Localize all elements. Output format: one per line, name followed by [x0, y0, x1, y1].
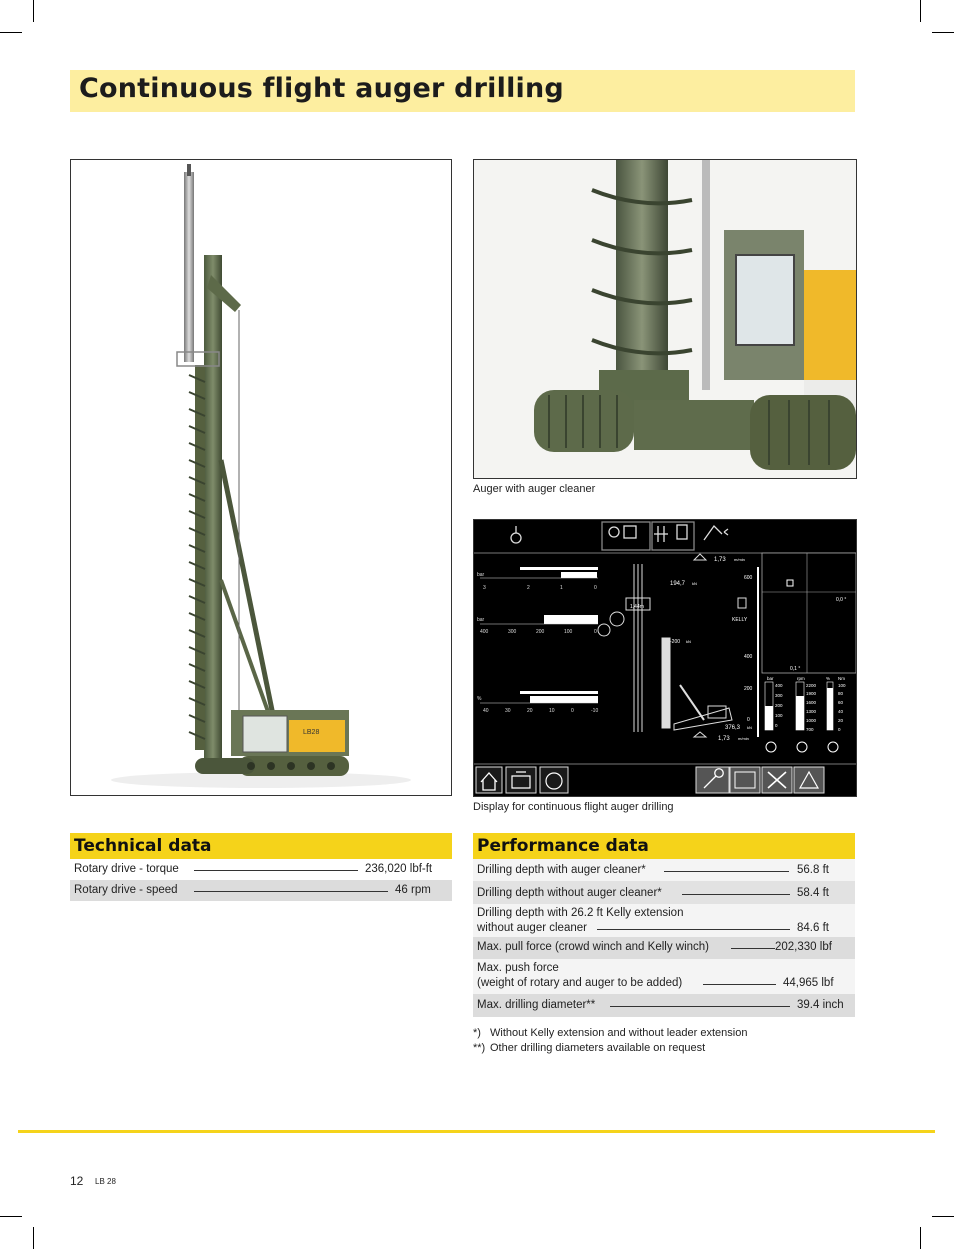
footnote-mark: *) — [473, 1027, 481, 1039]
kelly-scale-tick: 400 — [744, 654, 753, 660]
row-value: 202,330 lbf — [775, 941, 832, 953]
row-label: Drilling depth with 26.2 ft Kelly extension — [477, 907, 684, 919]
scale2-tick: 200 — [536, 629, 545, 635]
row-label: Rotary drive - speed — [74, 884, 178, 896]
kelly-label: KELLY — [732, 617, 748, 623]
table-row — [473, 959, 855, 994]
scale2-tick: 0 — [594, 629, 597, 635]
row-value: 56.8 ft — [797, 864, 829, 876]
auger-caption: Auger with auger cleaner — [473, 483, 596, 495]
scale2-tick: 400 — [480, 629, 489, 635]
bottom-force-unit: kN — [747, 725, 752, 730]
mini-bar-tick: 400 — [775, 683, 783, 688]
scale3-tick: -10 — [591, 708, 599, 714]
row-value: 58.4 ft — [797, 887, 829, 899]
page-title: Continuous flight auger drilling — [79, 73, 564, 104]
kelly-scale-tick: 0 — [747, 717, 750, 723]
scale3-tick: 40 — [483, 708, 489, 714]
gear-icon — [610, 612, 624, 626]
key-button[interactable] — [696, 767, 729, 793]
row-value: 236,020 lbf-ft — [365, 863, 433, 875]
scale3-tick: 30 — [505, 708, 511, 714]
piling-rig-illustration — [71, 160, 451, 795]
page-number: 12 — [70, 1174, 84, 1188]
keypad-button[interactable] — [730, 767, 760, 793]
performance-data-title: Performance data — [477, 836, 649, 856]
row-value: 46 rpm — [395, 884, 431, 896]
gear-icon — [598, 624, 610, 636]
mini-unit: Nm — [838, 676, 845, 681]
scale3-tick: 0 — [571, 708, 574, 714]
rate-unit: m/min — [738, 736, 749, 741]
timer-button[interactable] — [540, 767, 568, 793]
kelly-scale-tick: 200 — [744, 686, 753, 692]
bar-unit-label: bar — [477, 617, 485, 623]
scale1-tick: 3 — [483, 585, 486, 591]
scale2-tick: 100 — [564, 629, 573, 635]
inclination-y: 0,1 ° — [790, 666, 801, 672]
scale1-tick: 0 — [594, 585, 597, 591]
scale2-tick: 300 — [508, 629, 517, 635]
mini-nm-tick: 0 — [838, 727, 841, 732]
mini-nm-tick: 60 — [838, 700, 844, 705]
row-value: 39.4 inch — [797, 999, 844, 1011]
bar-unit-label: bar — [477, 572, 485, 578]
pct-unit-label: % — [477, 696, 482, 702]
mini-rpm-tick: 1300 — [806, 709, 817, 714]
tools-button[interactable] — [762, 767, 792, 793]
row-label: Rotary drive - torque — [74, 863, 179, 875]
mini-nm-tick: 80 — [838, 691, 844, 696]
machine-label: LB28 — [303, 729, 320, 736]
scale1-tick: 1 — [560, 585, 563, 591]
rate-bottom-value: 1,73 — [718, 736, 730, 742]
home-button[interactable] — [476, 767, 502, 793]
auger-photo — [473, 159, 857, 479]
footnote-text: Without Kelly extension and without leader extension — [490, 1027, 748, 1039]
table-row — [473, 859, 855, 881]
display-caption: Display for continuous flight auger drilling — [473, 801, 674, 813]
depth-value: 1,44m — [630, 604, 644, 610]
force-value: 194,7 — [670, 581, 686, 587]
bottom-force-value: 376,3 — [725, 725, 741, 731]
mini-rpm-tick: 2200 — [806, 683, 817, 688]
mini-rpm-tick: 1600 — [806, 700, 817, 705]
scale1-tick: 2 — [527, 585, 530, 591]
row-label: Max. push force — [477, 962, 559, 974]
kn-unit: kN — [686, 639, 691, 644]
engine-button[interactable] — [506, 767, 536, 793]
mini-unit: % — [826, 676, 831, 681]
table-row — [473, 937, 855, 959]
kn-200-label: -200 — [670, 639, 681, 645]
mini-bar-tick: 0 — [775, 723, 778, 728]
inclination-x: 0,0 ° — [836, 597, 847, 603]
scale3-tick: 10 — [549, 708, 555, 714]
control-display — [473, 519, 857, 797]
mini-unit: rpm — [797, 676, 805, 681]
row-label: Drilling depth with auger cleaner* — [477, 864, 646, 876]
footnote-text: Other drilling diameters available on request — [490, 1042, 706, 1054]
technical-data-title: Technical data — [74, 836, 212, 856]
warning-button[interactable] — [794, 767, 824, 793]
mini-unit: bar — [767, 676, 774, 681]
table-row — [70, 880, 452, 901]
table-row — [473, 881, 855, 904]
display-screen — [474, 520, 856, 796]
table-row — [70, 859, 452, 880]
mini-rpm-tick: 1000 — [806, 718, 817, 723]
footnote-mark: **) — [473, 1042, 486, 1054]
row-label: Drilling depth without auger cleaner* — [477, 887, 662, 899]
rate-unit: m/min — [734, 557, 745, 562]
mini-bar-tick: 100 — [775, 713, 783, 718]
table-row — [473, 904, 855, 937]
technical-data-header — [70, 833, 452, 859]
mini-rpm-tick: 700 — [806, 727, 814, 732]
row-label: (weight of rotary and auger to be added) — [477, 977, 683, 989]
row-label: Max. drilling diameter** — [477, 999, 596, 1011]
footer-rule — [18, 1130, 935, 1133]
mini-nm-tick: 40 — [838, 709, 844, 714]
performance-data-header — [473, 833, 855, 859]
row-label: Max. pull force (crowd winch and Kelly winch) — [477, 941, 710, 953]
scale3-tick: 20 — [527, 708, 533, 714]
row-value: 84.6 ft — [797, 922, 829, 934]
kelly-scale-tick: 600 — [744, 575, 753, 581]
technical-data-table — [70, 859, 452, 901]
mini-rpm-tick: 1900 — [806, 691, 817, 696]
model-label: LB 28 — [95, 1177, 116, 1186]
table-row — [473, 994, 855, 1017]
performance-data-table — [473, 859, 855, 1018]
machine-figure — [70, 159, 452, 796]
row-label: without auger cleaner — [477, 922, 587, 934]
mini-bar-tick: 200 — [775, 703, 783, 708]
mini-nm-tick: 100 — [838, 683, 846, 688]
force-unit: kN — [692, 581, 697, 586]
mini-nm-tick: 20 — [838, 718, 844, 723]
row-value: 44,965 lbf — [783, 977, 834, 989]
mini-bar-tick: 300 — [775, 693, 783, 698]
rate-top-value: 1,73 — [714, 557, 726, 563]
auger-cleaner-illustration — [474, 160, 856, 478]
